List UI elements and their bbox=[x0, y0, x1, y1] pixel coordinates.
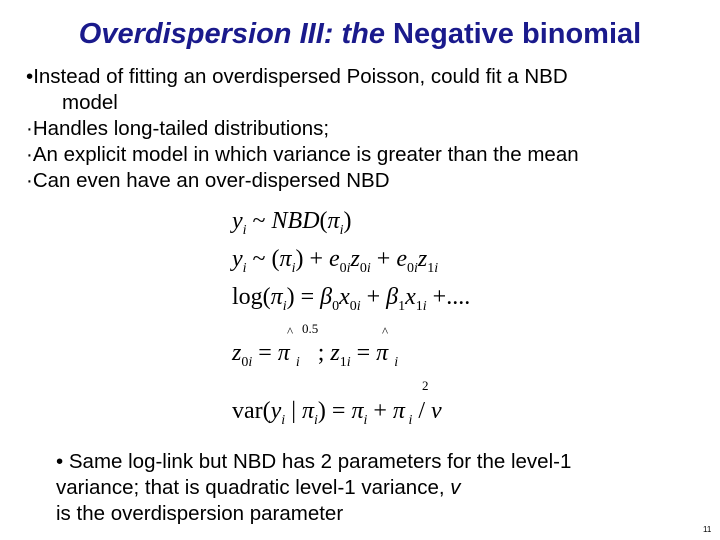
bullet-text-continued: model bbox=[62, 91, 118, 114]
note-text-end: is the overdispersion parameter bbox=[56, 502, 344, 525]
bullet-item bbox=[26, 168, 706, 194]
equation-random-part: $y_i$ ~ $(\pi_i) + e_{0i}z_{0i} + e_{0i}z_{1i}$ bbox=[232, 246, 439, 276]
note-variable: v bbox=[450, 476, 461, 499]
title-italic-part: Overdispersion III: the bbox=[78, 18, 385, 50]
exponent-half: 0.5 bbox=[302, 321, 319, 336]
bullet-item bbox=[26, 142, 706, 168]
exponent-two: 2 bbox=[422, 378, 429, 393]
title-regular-part: Negative binomial bbox=[393, 18, 642, 50]
bottom-note bbox=[56, 449, 636, 527]
bullet-item bbox=[26, 116, 706, 142]
bullet-list bbox=[26, 64, 706, 194]
bullet-text: Can even have an over-dispersed NBD bbox=[32, 169, 390, 192]
equation-z-definitions: $z_{0i} = \pi$ $_i$ ; $z_{1i} = \pi$ $_i$ bbox=[232, 340, 399, 370]
bullet-marker: · bbox=[26, 169, 33, 192]
hat-mark: ^ bbox=[287, 324, 294, 339]
equation-variance: $var(y_i$ | $\pi_i) = \pi_i + \pi$ $_i$ / v bbox=[232, 398, 442, 428]
bullet-text: Handles long-tailed distributions; bbox=[32, 117, 330, 140]
note-text: • Same log-link but NBD has 2 parameters for the level-1 variance; that is quadratic level-1 variance, bbox=[56, 450, 572, 499]
equation-log-link: $\log(\pi_i) = \beta_0x_{0i} + \beta_1x_{1i}$ +.... bbox=[232, 284, 471, 314]
bullet-marker: · bbox=[26, 117, 33, 140]
bullet-marker: · bbox=[26, 143, 33, 166]
bullet-text: An explicit model in which variance is greater than the mean bbox=[32, 143, 579, 166]
bullet-text: Instead of fitting an overdispersed Poisson, could fit a NBD bbox=[33, 65, 568, 88]
bullet-item bbox=[26, 64, 706, 116]
bullet-marker: • bbox=[26, 65, 34, 88]
slide-title bbox=[0, 18, 720, 51]
page-number: 11 bbox=[703, 525, 712, 534]
hat-mark: ^ bbox=[382, 324, 389, 339]
equation-nbd: $y_i$ ~ $NBD(\pi_i)$ bbox=[232, 208, 352, 238]
